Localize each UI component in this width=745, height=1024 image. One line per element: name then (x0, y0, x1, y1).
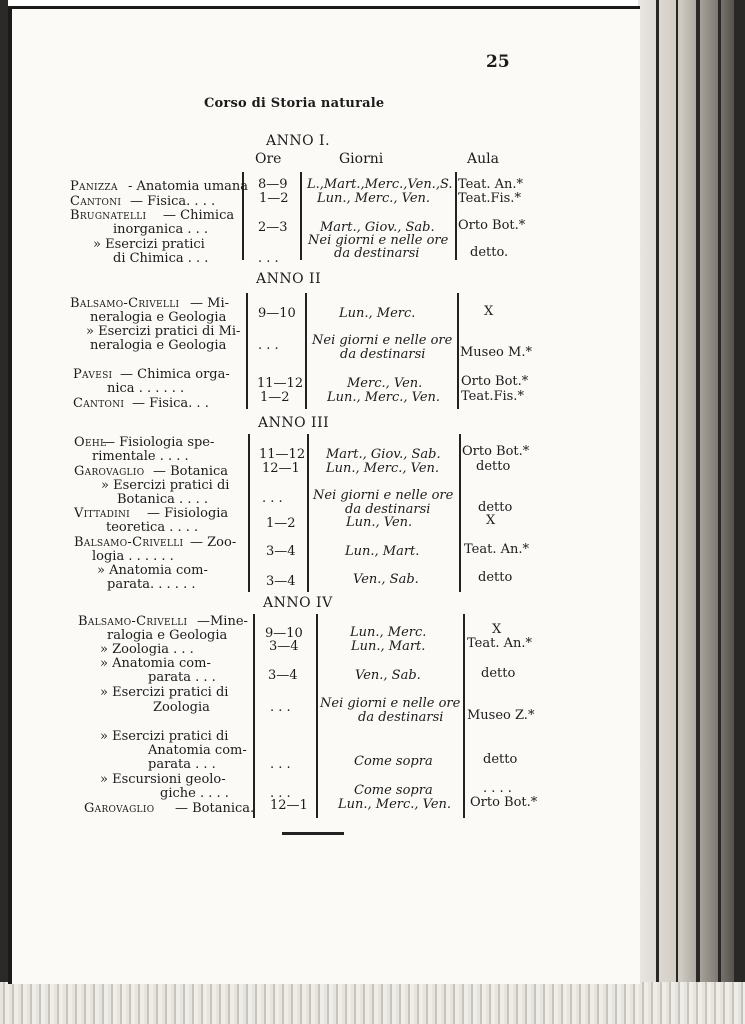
book-edge (638, 0, 745, 1024)
days: Lun., Merc. (339, 306, 416, 321)
column-rule (248, 434, 250, 592)
days: Merc., Ven. (347, 376, 423, 391)
year-heading: ANNO IV (263, 595, 333, 611)
edge-stripe (656, 0, 659, 1024)
column-rule (463, 614, 465, 818)
days: Come sopra (354, 783, 433, 798)
course-title-cont: logia . . . . . . (92, 549, 174, 564)
days: Lun., Merc. (350, 625, 427, 640)
room: Teat.Fis.* (458, 191, 521, 206)
column-rule (457, 293, 459, 409)
teacher-name: Brugnatelli (70, 208, 147, 223)
course-title-cont: neralogia e Geologia (90, 338, 227, 353)
scan-left-edge (0, 0, 8, 1024)
teacher-name: Balsamo-Crivelli (74, 535, 184, 550)
hours: . . . (270, 786, 291, 801)
hours: 1—2 (266, 516, 296, 531)
room: Orto Bot.* (470, 795, 538, 810)
page-number: 25 (486, 52, 510, 72)
days: Lun., Mart. (351, 639, 426, 654)
course-title: » Esercizi pratici di Mi- (86, 324, 241, 339)
course-title: » Esercizi pratici (93, 237, 205, 252)
days: Lun., Ven. (346, 515, 413, 530)
column-rule (305, 293, 307, 409)
room: detto (478, 570, 513, 585)
room: . . . . (483, 781, 512, 796)
column-rule (316, 614, 318, 818)
room: detto (476, 459, 511, 474)
days: Lun., Merc., Ven. (317, 191, 431, 206)
hours: . . . (258, 338, 279, 353)
course-title-cont: rimentale . . . . (92, 449, 189, 464)
room: Orto Bot.* (462, 444, 530, 459)
days: Lun., Merc., Ven. (338, 797, 452, 812)
column-rule (253, 614, 255, 818)
teacher-name: Oehl (74, 435, 107, 450)
hours: 8—9 (258, 177, 288, 192)
room: Teat.Fis.* (461, 389, 524, 404)
course-title: — Fisica. . . . (130, 194, 216, 209)
days: Ven., Sab. (355, 668, 421, 683)
days: Nei giorni e nelle ore (308, 233, 449, 248)
course-title: » Esercizi pratici di (101, 478, 230, 493)
year-heading: ANNO II (256, 271, 322, 287)
course-title-cont: parata . . . (148, 757, 216, 772)
days-cont: da destinarsi (345, 502, 431, 517)
teacher-name: Cantoni (73, 396, 125, 411)
header-aula: Aula (467, 151, 499, 167)
days: Ven., Sab. (353, 572, 419, 587)
course-title: — Chimica (163, 208, 235, 223)
room: detto. (470, 245, 509, 260)
hours: . . . (270, 700, 291, 715)
room: Orto Bot.* (458, 218, 526, 233)
days: Lun., Mart. (345, 544, 420, 559)
hours: 12—1 (262, 461, 300, 476)
course-title: — Mi- (190, 296, 229, 311)
course-title-cont: neralogia e Geologia (90, 310, 227, 325)
hours: 11—12 (259, 447, 306, 462)
hours: 1—2 (260, 390, 290, 405)
teacher-name: Garovaglio (84, 801, 155, 816)
course-title: — Botanica (153, 464, 229, 479)
course-title-cont: ralogia e Geologia (107, 628, 228, 643)
teacher-name: Pavesi (73, 367, 113, 382)
header-ore: Ore (255, 151, 282, 167)
teacher-name: Panizza (70, 179, 118, 194)
edge-stripe (696, 0, 700, 1024)
room: Museo Z.* (467, 708, 535, 723)
course-title-cont: di Chimica . . . (113, 251, 209, 266)
room: detto (481, 666, 516, 681)
page-title: Corso di Storia naturale (204, 96, 385, 111)
course-title: — Zoo- (190, 535, 237, 550)
days-cont: da destinarsi (358, 710, 444, 725)
teacher-name: Balsamo-Crivelli (70, 296, 180, 311)
course-title-cont: Anatomia com- (148, 743, 247, 758)
course-title: — Botanica. (175, 801, 255, 816)
days: Come sopra (354, 754, 433, 769)
course-title: —Mine- (197, 614, 248, 629)
course-title: » Anatomia com- (97, 563, 208, 578)
room: detto (478, 500, 513, 515)
teacher-name: Cantoni (70, 194, 122, 209)
room: X (492, 622, 502, 637)
days: Lun., Merc., Ven. (326, 461, 440, 476)
hours: 1—2 (259, 191, 289, 206)
days: Mart., Giov., Sab. (326, 447, 441, 462)
room: detto (483, 752, 518, 767)
course-title: » Esercizi pratici di (100, 729, 229, 744)
course-title-cont: parata. . . . . . (107, 577, 196, 592)
header-giorni: Giorni (339, 151, 384, 167)
column-rule (455, 172, 457, 260)
course-title: — Chimica orga- (120, 367, 230, 382)
course-title-cont: Zoologia (153, 700, 210, 715)
days: Lun., Merc., Ven. (327, 390, 441, 405)
course-title: » Escursioni geolo- (100, 772, 226, 787)
year-heading: ANNO I. (266, 133, 331, 149)
course-title: » Zoologia . . . (100, 642, 194, 657)
days-cont: da destinarsi (340, 347, 426, 362)
course-title-cont: nica . . . . . . (107, 381, 185, 396)
days: Nei giorni e nelle ore (312, 333, 453, 348)
room: X (486, 513, 496, 528)
hours: . . . (270, 757, 291, 772)
course-title-cont: parata . . . (148, 670, 216, 685)
hours: 3—4 (266, 544, 296, 559)
course-title-cont: Botanica . . . . (117, 492, 208, 507)
course-title: » Esercizi pratici di (100, 685, 229, 700)
edge-stripe (734, 0, 745, 1024)
course-title-cont: giche . . . . (160, 786, 229, 801)
hours: 9—10 (265, 626, 303, 641)
teacher-name: Vittadini (74, 506, 131, 521)
course-title: - Anatomia umana (128, 179, 249, 194)
course-title-cont: inorganica . . . (113, 222, 208, 237)
room: Teat. An.* (458, 177, 523, 192)
hours: 9—10 (258, 306, 296, 321)
course-title: » Anatomia com- (100, 656, 211, 671)
room: Teat. An.* (467, 636, 532, 651)
days: L.,Mart.,Merc.,Ven.,S. (307, 177, 453, 192)
page-bottom-edge (0, 982, 745, 1024)
hours: 2—3 (258, 220, 288, 235)
hours: 3—4 (269, 639, 299, 654)
days-cont: da destinarsi (334, 246, 420, 261)
course-title-cont: teoretica . . . . (106, 520, 199, 535)
course-title: — Fisica. . . (132, 396, 209, 411)
end-rule (282, 832, 344, 835)
days: Nei giorni e nelle ore (320, 696, 461, 711)
course-title: — Fisiologia (147, 506, 229, 521)
teacher-name: Balsamo-Crivelli (78, 614, 188, 629)
edge-stripe (718, 0, 721, 1024)
course-title: — Fisiologia spe- (102, 435, 215, 450)
hours: 11—12 (257, 376, 304, 391)
column-rule (307, 434, 309, 592)
hours: . . . (262, 491, 283, 506)
column-rule (459, 434, 461, 592)
room: Museo M.* (460, 345, 532, 360)
room: X (484, 304, 494, 319)
hours: 12—1 (270, 798, 308, 813)
days: Nei giorni e nelle ore (313, 488, 454, 503)
year-heading: ANNO III (258, 415, 330, 431)
edge-stripe (676, 0, 678, 1024)
teacher-name: Garovaglio (74, 464, 145, 479)
days: Mart., Giov., Sab. (320, 220, 435, 235)
hours: . . . (258, 251, 279, 266)
column-rule (300, 172, 302, 260)
hours: 3—4 (268, 668, 298, 683)
room: Teat. An.* (464, 542, 529, 557)
hours: 3—4 (266, 574, 296, 589)
column-rule (246, 293, 248, 409)
room: Orto Bot.* (461, 374, 529, 389)
